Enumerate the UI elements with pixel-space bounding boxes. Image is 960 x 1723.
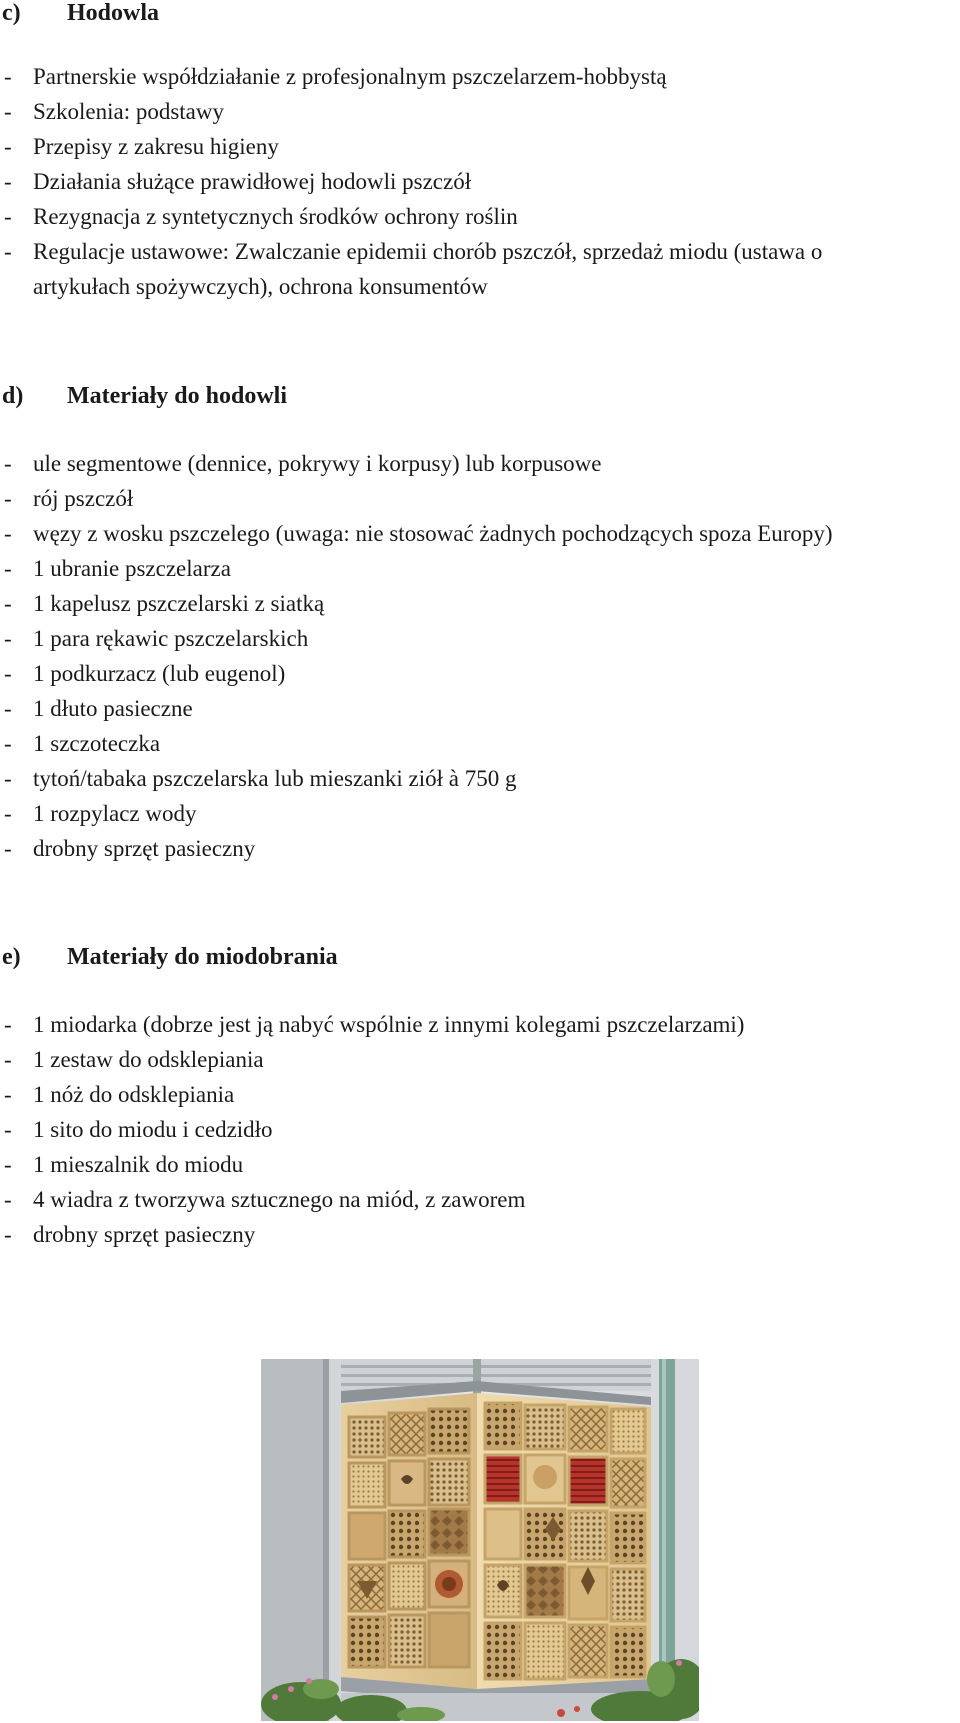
item-text: Partnerskie współdziałanie z profesjonalnym pszczelarzem-hobbystą [33, 64, 667, 89]
list-item [0, 691, 960, 726]
list-item [0, 1042, 960, 1077]
section-hodowla [0, 0, 960, 304]
bullet-dash: - [4, 836, 12, 861]
list-item [0, 1217, 960, 1252]
list-item [0, 59, 960, 94]
list-item [0, 621, 960, 656]
item-text: Szkolenia: podstawy [33, 99, 224, 124]
bullet-dash: - [4, 556, 12, 581]
list-item [0, 1112, 960, 1147]
bullet-dash: - [4, 1012, 12, 1037]
list-item [0, 1182, 960, 1217]
list-item [0, 164, 960, 199]
item-text: 1 mieszalnik do miodu [33, 1152, 244, 1177]
item-text: tytoń/tabaka pszczelarska lub mieszanki ziół à 750 g [33, 766, 517, 791]
item-text: drobny sprzęt pasieczny [33, 836, 256, 861]
section-materialy-do-miodobrania [0, 941, 960, 1252]
bullet-dash: - [4, 1152, 12, 1177]
item-text: rój pszczół [33, 486, 134, 511]
item-list [0, 59, 960, 304]
bullet-dash: - [4, 169, 12, 194]
bullet-dash: - [4, 591, 12, 616]
bullet-dash: - [4, 521, 12, 546]
bullet-dash: - [4, 64, 12, 89]
item-text: 1 kapelusz pszczelarski z siatką [33, 591, 325, 616]
section-title: Materiały do miodobrania [67, 944, 338, 970]
list-item [0, 481, 960, 516]
bullet-dash: - [4, 801, 12, 826]
item-text: 1 miodarka (dobrze jest ją nabyć wspólnie z innymi kolegami pszczelarzami) [33, 1012, 745, 1037]
item-list [0, 1007, 960, 1252]
list-item [0, 1077, 960, 1112]
item-text: 1 para rękawic pszczelarskich [33, 626, 309, 651]
list-item [0, 129, 960, 164]
bullet-dash: - [4, 1222, 12, 1247]
item-text: drobny sprzęt pasieczny [33, 1222, 256, 1247]
bullet-dash: - [4, 99, 12, 124]
bullet-dash: - [4, 731, 12, 756]
item-text: 1 podkurzacz (lub eugenol) [33, 661, 286, 686]
bullet-dash: - [4, 239, 12, 264]
item-text: Działania służące prawidłowej hodowli pszczół [33, 169, 472, 194]
section-heading [0, 0, 960, 29]
bullet-dash: - [4, 1117, 12, 1142]
item-text: 1 dłuto pasieczne [33, 696, 193, 721]
bullet-dash: - [4, 661, 12, 686]
list-item [0, 656, 960, 691]
section-heading [0, 941, 960, 973]
item-text: 4 wiadra z tworzywa sztucznego na miód, z zaworem [33, 1187, 526, 1212]
bullet-dash: - [4, 626, 12, 651]
item-text: 1 sito do miodu i cedzidło [33, 1117, 273, 1142]
section-letter: c) [2, 0, 21, 26]
item-text: Przepisy z zakresu higieny [33, 134, 279, 159]
insect-hotel-photo [261, 1359, 699, 1721]
section-title: Hodowla [67, 0, 160, 26]
bullet-dash: - [4, 1047, 12, 1072]
item-text: 1 szczoteczka [33, 731, 161, 756]
item-text: 1 zestaw do odsklepiania [33, 1047, 264, 1072]
list-item [0, 516, 960, 551]
list-item [0, 796, 960, 831]
list-item [0, 726, 960, 761]
section-materialy-do-hodowli [0, 380, 960, 866]
bullet-dash: - [4, 486, 12, 511]
item-text: węzy z wosku pszczelego (uwaga: nie stosować żadnych pochodzących spoza Europy) [33, 521, 833, 546]
section-title: Materiały do hodowli [67, 383, 287, 409]
item-text: 1 ubranie pszczelarza [33, 556, 231, 581]
item-text: 1 nóż do odsklepiania [33, 1082, 235, 1107]
item-text: ule segmentowe (dennice, pokrywy i korpusy) lub korpusowe [33, 451, 602, 476]
list-item [0, 551, 960, 586]
bullet-dash: - [4, 204, 12, 229]
item-text: Regulacje ustawowe: Zwalczanie epidemii chorób pszczół, sprzedaż miodu (ustawa o artykułach spożywczych), ochrona konsumentów [33, 239, 823, 299]
item-text: Rezygnacja z syntetycznych środków ochrony roślin [33, 204, 518, 229]
list-item [0, 761, 960, 796]
bullet-dash: - [4, 1187, 12, 1212]
item-text: 1 rozpylacz wody [33, 801, 197, 826]
item-list [0, 446, 960, 866]
bullet-dash: - [4, 1082, 12, 1107]
section-letter: e) [2, 944, 21, 970]
list-item [0, 1007, 960, 1042]
list-item [0, 831, 960, 866]
bullet-dash: - [4, 766, 12, 791]
list-item [0, 94, 960, 129]
list-item [0, 199, 960, 234]
list-item [0, 446, 960, 481]
list-item [0, 1147, 960, 1182]
list-item [0, 234, 913, 304]
section-letter: d) [2, 383, 24, 409]
bullet-dash: - [4, 451, 12, 476]
section-heading [0, 380, 960, 412]
list-item [0, 586, 960, 621]
bullet-dash: - [4, 696, 12, 721]
bullet-dash: - [4, 134, 12, 159]
